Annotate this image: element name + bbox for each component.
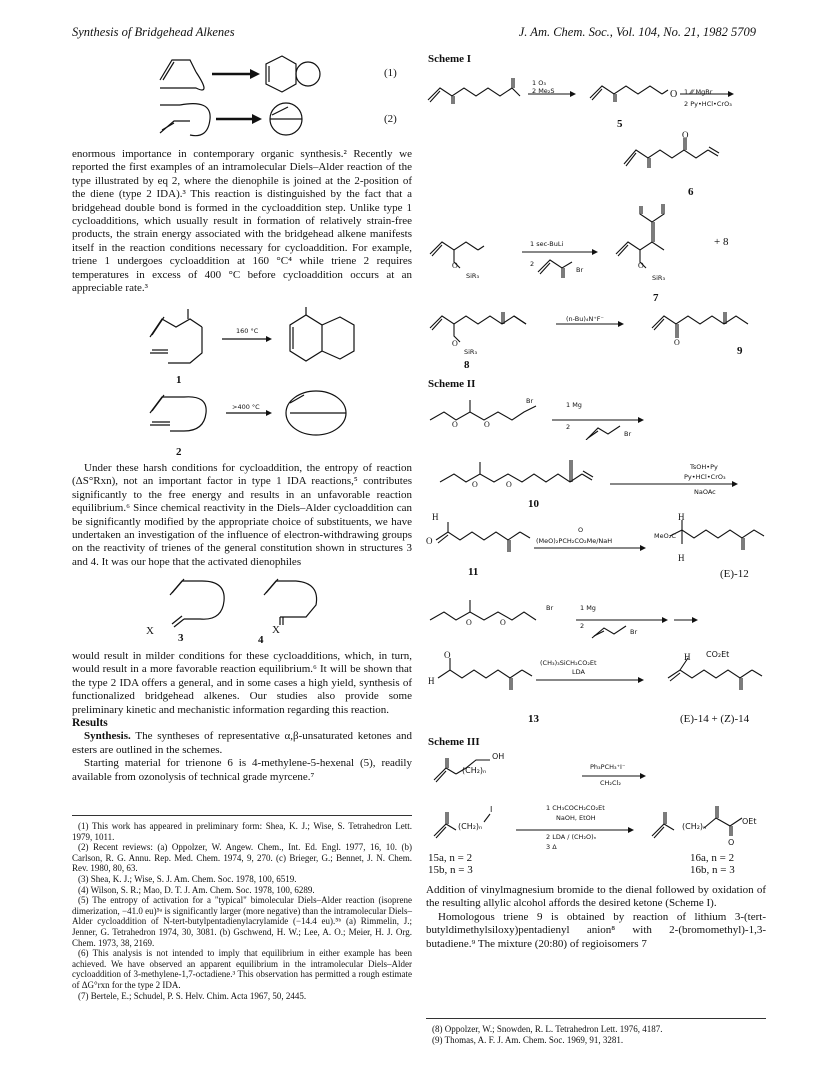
- scheme-2-reagent-3b: (MeO)₂PCH₂CO₂Me/NaH: [536, 537, 613, 545]
- scheme-3-title: Scheme III: [428, 736, 480, 748]
- scheme-2-reagent-2a: TsOH•Py: [690, 463, 718, 471]
- compound-label-8: 8: [464, 359, 470, 371]
- scheme-1-row-3: [426, 304, 766, 354]
- footnote-9: (9) Thomas, A. F. J. Am. Chem. Soc. 1969, 91, 3281.: [432, 1034, 624, 1045]
- intro-paragraph: [72, 148, 412, 295]
- footnote-3: (3) Shea, K. J.; Wise, S. J. Am. Chem. Soc. 1978, 100, 6519.: [78, 873, 297, 884]
- scheme-3-carbonyl-o: O: [728, 838, 735, 847]
- scheme-1-bromide: Br: [576, 266, 584, 274]
- scheme-1-silyl-b: SiR₃: [652, 274, 666, 282]
- compound-label-13: 13: [528, 713, 539, 725]
- scheme-1-reagent-2b: 2 Py•HCl•CrO₃: [684, 100, 732, 108]
- triene-2-reaction: [140, 385, 390, 445]
- scheme-2-aldehyde-h-1: H: [432, 512, 439, 522]
- scheme-2-reagent-4b: LDA: [572, 668, 585, 676]
- scheme-3-reagent-2b: NaOH, EtOH: [556, 814, 596, 822]
- scheme-2-vinyl-h-3: H: [678, 553, 685, 563]
- body-paragraph-2: Under these harsh conditions for cycloaddition, the entropy of reaction (ΔS°Rxn), not an important factor in type 1 IDA reactions,⁵ contributes significantly to the free energy and results in an unfavorable reaction equilibrium.⁶ Since chemical reactivity in the Diels–Alder cycloaddition can be significantly modified by the appropriate choice of substituents, we have undertaken an investigation of the influence of electron-withdrawing groups on the reactivity of trienes of the general constitution shown in structures 3 and 4. It was our hope that the activated dienophiles: [72, 462, 412, 568]
- scheme-2-aldehyde-o-2: O: [444, 650, 451, 660]
- footnote-6: (6) This analysis is not intended to imply that equilibrium in either example has been achieved. We have observed an apparent equilibrium in the intramolecular Diels–Alder cycloaddition of 3-methylene-1,7-octadiene.³ This observation has permitted a rough estimate of ΔG°rxn for the type 2 IDA.: [72, 948, 412, 990]
- scheme-1-oxygen-b: O: [638, 261, 644, 270]
- footnote-2: (2) Recent reviews: (a) Oppolzer, W. Angew. Chem., Int. Ed. Engl. 1977, 16, 10. (b) Carlson, R. G. Annu. Rep. Med. Chem. 1974, 9, 270. (c) Brieger, G.; Bennet, J. N. Chem. Rev. 1980, 80, 63.: [72, 842, 412, 874]
- compound-label-2: 2: [176, 446, 182, 458]
- footnote-8: (8) Oppolzer, W.; Snowden, R. L. Tetrahedron Lett. 1976, 4187.: [432, 1024, 663, 1034]
- reaction-condition-160: 160 °C: [236, 327, 259, 335]
- synthesis-subheading: Synthesis.: [84, 730, 131, 743]
- scheme-1-silyl-c: SiR₃: [464, 348, 478, 356]
- structures-3-and-4: [160, 575, 360, 635]
- scheme-2-oxygen-f: O: [500, 618, 506, 627]
- reaction-condition-400: >400 °C: [232, 403, 260, 411]
- substituent-x-3: X: [146, 625, 154, 637]
- scheme-2-oxygen-e: O: [466, 618, 472, 627]
- paragraph-3-and-results: [72, 650, 412, 784]
- scheme-1-silyl-a: SiR₃: [466, 272, 480, 280]
- scheme-1-reagent-1a: 1 O₃: [532, 79, 546, 87]
- compound-label-4: 4: [258, 634, 264, 646]
- scheme-3-reagent-1a: Ph₃PCH₃⁺I⁻: [590, 763, 626, 771]
- footnote-1: (1) This work has appeared in preliminary form: Shea, K. J.; Wise, S. Tetrahedron Lett. 1979, 1011.: [72, 821, 412, 842]
- scheme-2-aldehyde-h-4: H: [428, 676, 435, 686]
- scheme-2-vinyl-h-5: H: [684, 652, 691, 662]
- scheme-2-oxygen-b: O: [484, 420, 490, 429]
- right-body-text: [426, 884, 766, 951]
- scheme-2-row-4: [426, 590, 766, 640]
- scheme-3-hydroxyl: OH: [492, 752, 505, 761]
- scheme-3-reagent-2c: 2 LDA / (CH₂O)ₙ: [546, 833, 597, 841]
- scheme-2-magnesium-2: 1 Mg: [580, 604, 596, 612]
- compound-9-ketone-o: O: [674, 338, 680, 347]
- scheme-1-reagent-2a: 1 ⁄⁄⁄ MgBr: [684, 88, 713, 96]
- scheme-1-reagent-4: (n-Bu)₄N⁺F⁻: [566, 315, 604, 323]
- scheme-3-chain-1: (CH₂)ₙ: [462, 766, 487, 775]
- body-paragraph-3: would result in milder conditions for these cycloadditions, which, in turn, would result in a more favorable reaction equilibrium.⁶ It will be shown that the type 2 IDA offers a general, and in some cases a high yield, synthesis of functionalized bridgehead alkenes. Our studies also provide some preliminary kinetic and mechanistic information regarding this reaction.: [72, 650, 412, 716]
- scheme-2-aldehyde-o: O: [426, 536, 433, 546]
- paragraph-2: [72, 462, 412, 569]
- results-heading: Results: [72, 717, 108, 730]
- scheme-2-step-2b: 2: [580, 622, 585, 630]
- scheme-2-step-2a: 2: [566, 423, 571, 431]
- compound-label-3: 3: [178, 632, 184, 644]
- scheme-2-bromide-2: Br: [546, 604, 554, 612]
- compound-label-7: 7: [653, 292, 659, 304]
- scheme-2-vinyl-h-2: H: [678, 512, 685, 522]
- footnote-rule-left: [72, 815, 412, 816]
- scheme-1-reagent-1b: 2 Me₂S: [532, 87, 555, 95]
- scheme-3-reagent-1b: CH₂Cl₂: [600, 779, 621, 787]
- scheme-3-reagent-2d: 3 Δ: [546, 843, 557, 851]
- scheme-2-reagent-3a: O: [578, 526, 584, 534]
- body-paragraph-5: Starting material for trienone 6 is 4-methylene-5-hexenal (5), readily available from ozonolysis of technical grade myrcene.⁷: [72, 757, 412, 783]
- scheme-3-chain-3: (CH₂)ₙ: [682, 822, 707, 831]
- scheme-2-bromide-1: Br: [526, 397, 534, 405]
- compound-label-11: 11: [468, 566, 479, 578]
- footnote-7: (7) Bertele, E.; Schudel, P. S. Helv. Chim. Acta 1967, 50, 2445.: [78, 990, 307, 1001]
- equation-2-number: (2): [384, 113, 397, 125]
- right-paragraph-2: Homologous triene 9 is obtained by reaction of lithium 3-(tert-butyldimethylsiloxy)pentadienyl anion⁸ with 2-(bromomethyl)-1,3-butadiene.⁹ The mixture (20:80) of regioisomers 7: [426, 910, 766, 950]
- right-paragraph-1: Addition of vinylmagnesium bromide to the dienal followed by oxidation of the resulting allylic alcohol affords the desired ketone (Scheme I).: [426, 884, 766, 910]
- compound-6-ketone-o: O: [682, 130, 689, 140]
- scheme-2-oxygen-a: O: [452, 420, 458, 429]
- scheme-2-oxygen-d: O: [506, 480, 512, 489]
- compound-label-15a: 15a, n = 2: [428, 852, 473, 864]
- scheme-2-reagent-2c: NaOAc: [694, 488, 716, 496]
- scheme-2-reagent-4a: (CH₃)₃SiCH₂CO₂Et: [540, 659, 597, 667]
- equation-2-structures: [150, 95, 350, 143]
- scheme-3-reagent-2a: 1 CH₃COCH₂CO₂Et: [546, 804, 605, 812]
- compound-label-16a: 16a, n = 2: [690, 852, 735, 864]
- running-header-citation: J. Am. Chem. Soc., Vol. 104, No. 21, 1982 5709: [518, 25, 756, 39]
- scheme-2-methyl-ester: MeO₂C: [654, 532, 676, 540]
- scheme-3-chain-2: (CH₂)ₙ: [458, 822, 483, 831]
- scheme-2-bromide-2b: Br: [630, 628, 638, 636]
- scheme-1-reagent-3b: 2: [530, 260, 535, 268]
- scheme-1-reagent-3a: 1 sec-BuLi: [530, 240, 564, 248]
- running-header-title: Synthesis of Bridgehead Alkenes: [72, 25, 235, 39]
- scheme-2-oxygen-c: O: [472, 480, 478, 489]
- compound-label-1: 1: [176, 374, 182, 386]
- footnote-rule-right: [426, 1018, 766, 1019]
- scheme-2-ethyl-ester: CO₂Et: [706, 650, 730, 659]
- scheme-1-title: Scheme I: [428, 53, 472, 65]
- scheme-1-row-1: [426, 70, 766, 120]
- compound-label-10: 10: [528, 498, 539, 510]
- substituent-x-4: X: [272, 624, 280, 636]
- scheme-2-bromide-1b: Br: [624, 430, 632, 438]
- scheme-1-aldehyde-o: O: [670, 89, 678, 100]
- scheme-2-title: Scheme II: [428, 378, 476, 390]
- scheme-2-reagent-2b: Py•HCl•CrO₃: [684, 473, 726, 481]
- footnote-4: (4) Wilson, S. R.; Mao, D. T. J. Am. Chem. Soc. 1978, 100, 6289.: [78, 884, 315, 895]
- scheme-1-oxygen-a: O: [452, 261, 458, 270]
- compound-label-9: 9: [737, 345, 743, 357]
- scheme-2-row-1: [426, 390, 766, 440]
- footnotes-right: [426, 1024, 766, 1045]
- equation-1-structures: [150, 50, 350, 98]
- compound-label-e12: (E)-12: [720, 568, 749, 580]
- scheme-3-ethoxy: OEt: [742, 817, 757, 826]
- compound-label-15b: 15b, n = 3: [428, 864, 473, 876]
- body-paragraph-1: enormous importance in contemporary organic synthesis.² Recently we reported the first examples of an intramolecular Diels–Alder reaction of the type illustrated by eq 2, where the dienophile is joined at the 2-position of the diene (type 2 IDA).³ This reaction is distinguished by the fact that a bridgehead double bond is formed in the cycloaddition step. Unlike type 1 cycloadditions, which usually result in formation of relatively strain-free products, the strain energy associated with the bridgehead alkene manifests itself in the reaction conditions necessary for cycloaddition. For example, triene 1 undergoes cycloaddition at 160 °C⁴ while triene 2 requires temperatures in excess of 400 °C before cycloaddition occurs at an appreciable rate.³: [72, 148, 412, 295]
- body-paragraph-4: The syntheses of representative α,β-unsaturated ketones and esters are outlined in the schemes.: [72, 730, 412, 756]
- scheme-1-oxygen-c: O: [452, 339, 458, 348]
- scheme-1-plus-8: + 8: [714, 236, 729, 248]
- compound-label-e14-z14: (E)-14 + (Z)-14: [680, 713, 750, 725]
- scheme-3-iodide: I: [490, 805, 493, 814]
- scheme-2-magnesium-1: 1 Mg: [566, 401, 582, 409]
- compound-label-5: 5: [617, 118, 623, 130]
- compound-label-16b: 16b, n = 3: [690, 864, 735, 876]
- compound-label-6: 6: [688, 186, 694, 198]
- footnote-5: (5) The entropy of activation for a "typical" bimolecular Diels–Alder reaction (isoprene dimerization, −41.0 eu)⁵ᵃ is significantly larger (more negative) than the intramolecular Diels–Alder cycloaddition of N-tert-butylpentadienylacrylamide (−14.4 eu).⁵ᵇ (a) Rimmelin, J.; Jenner, G. Tetrahedron 1974, 30, 3081. (b) Gschwend, H. W.; Lee, A. O.; Meier, H. J. Org. Chem. 1973, 38, 2169.: [72, 895, 412, 948]
- triene-1-reaction: [140, 305, 390, 377]
- footnotes-left: [72, 821, 412, 1001]
- equation-1-number: (1): [384, 67, 397, 79]
